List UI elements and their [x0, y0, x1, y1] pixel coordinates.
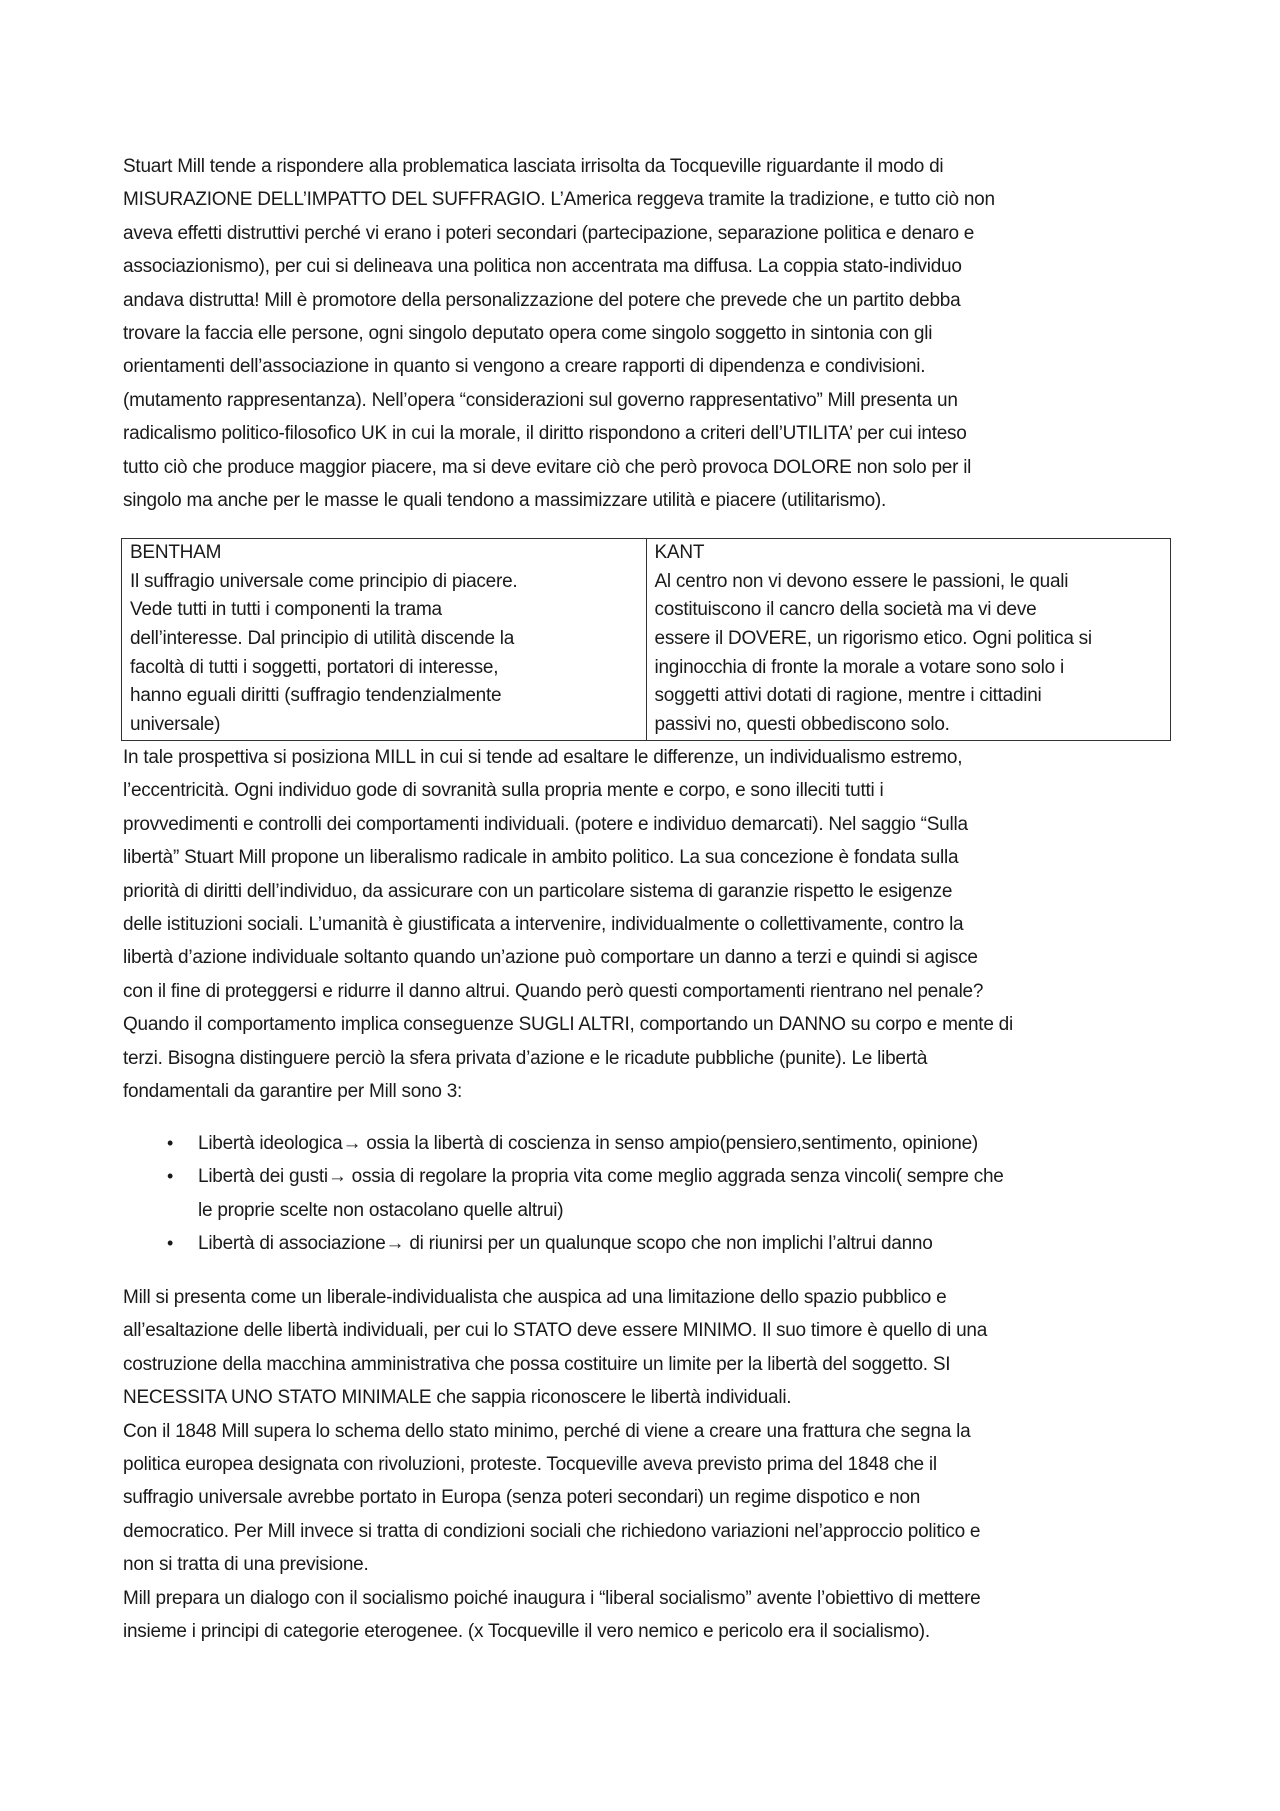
- text-line: Quando il comportamento implica conseguenze SUGLI ALTRI, comportando un DANNO su corpo e mente di: [123, 1014, 1013, 1036]
- table-text-line: facoltà di tutti i soggetti, portatori di interesse,: [130, 656, 499, 678]
- liberties-list: [123, 1127, 1183, 1261]
- text-line: associazionismo), per cui si delineava una politica non accentrata ma diffusa. La coppia stato-individuo: [123, 256, 962, 278]
- table-text-line: universale): [130, 714, 221, 736]
- text-line: andava distrutta! Mill è promotore della personalizzazione del potere che prevede che un partito debba: [123, 289, 961, 311]
- text-line: Stuart Mill tende a rispondere alla problematica lasciata irrisolta da Tocqueville riguardante il modo di: [123, 156, 944, 177]
- table-text-line: costituiscono il cancro della società ma vi deve: [654, 599, 1037, 621]
- text-line: (mutamento rappresentanza). Nell’opera “considerazioni sul governo rappresentativo” Mill presenta un: [123, 389, 958, 411]
- text-line: NECESSITA UNO STATO MINIMALE che sappia riconoscere le libertà individuali.: [123, 1387, 792, 1409]
- text-line: Mill si presenta come un liberale-individualista che auspica ad una limitazione dello spazio pubblico e: [123, 1287, 947, 1308]
- text-line: fondamentali da garantire per Mill sono 3:: [123, 1080, 463, 1102]
- text-line: Con il 1848 Mill supera lo schema dello stato minimo, perché di viene a creare una frattura che segna la: [123, 1420, 971, 1442]
- table-text-line: dell’interesse. Dal principio di utilità discende la: [130, 628, 515, 650]
- text-line: l’eccentricità. Ogni individuo gode di sovranità sulla propria mente e corpo, e sono illeciti tutti i: [123, 780, 884, 802]
- paragraph-mill-state: [123, 1281, 1183, 1648]
- text-line: singolo ma anche per le masse le quali tendono a massimizzare utilità e piacere (utilitarismo).: [123, 489, 887, 511]
- text-line: orientamenti dell’associazione in quanto si vengono a creare rapporti di dipendenza e condivisioni.: [123, 356, 926, 378]
- bullet-icon: •: [167, 1233, 174, 1254]
- text-line: aveva effetti distruttivi perché vi erano i poteri secondari (partecipazione, separazione politica e denaro e: [123, 222, 975, 244]
- text-line: tutto ciò che produce maggior piacere, ma si deve evitare ciò che però provoca DOLORE non solo per il: [123, 456, 972, 478]
- text-line: libertà d’azione individuale soltanto quando un’azione può comportare un danno a terzi e quindi si agisce: [123, 947, 978, 969]
- text-line: democratico. Per Mill invece si tratta di condizioni sociali che richiedono variazioni nel’approccio politico e: [123, 1520, 981, 1542]
- text-line: libertà” Stuart Mill propone un liberalismo radicale in ambito politico. La sua concezione è fondata sulla: [123, 847, 959, 869]
- list-item-line: le proprie scelte non ostacolano quelle altrui): [198, 1199, 564, 1221]
- text-line: radicalismo politico-filosofico UK in cui la morale, il diritto rispondono a criteri dell’UTILITA’ per cui inteso: [123, 423, 967, 445]
- list-item: [123, 1160, 1183, 1227]
- table-heading: KANT: [654, 542, 705, 563]
- bullet-icon: •: [167, 1166, 174, 1187]
- bullet-icon: •: [167, 1133, 174, 1153]
- table-text-line: soggetti attivi dotati di ragione, mentre i cittadini: [654, 685, 1042, 707]
- text-line: MISURAZIONE DELL’IMPATTO DEL SUFFRAGIO. L’America reggeva tramite la tradizione, e tutto ciò non: [123, 189, 995, 211]
- table-cell-bentham: [122, 539, 646, 740]
- list-item: [123, 1227, 1183, 1260]
- text-line: provvedimenti e controlli dei comportamenti individuali. (potere e individuo demarcati). Nel saggio “Sulla: [123, 813, 968, 835]
- text-line: con il fine di proteggersi e ridurre il danno altrui. Quando però questi comportamenti rientrano nel penale?: [123, 980, 984, 1002]
- text-line: In tale prospettiva si posiziona MILL in cui si tende ad esaltare le differenze, un individualismo estremo,: [123, 747, 963, 768]
- table-text-line: Il suffragio universale come principio di piacere.: [130, 570, 518, 592]
- text-line: delle istituzioni sociali. L’umanità è giustificata a intervenire, individualmente o collettivamente, contro la: [123, 913, 964, 935]
- table-heading: BENTHAM: [130, 542, 222, 563]
- table-text-line: Vede tutti in tutti i componenti la trama: [130, 599, 442, 621]
- table-text-line: hanno eguali diritti (suffragio tendenzialmente: [130, 685, 502, 707]
- table-cell-kant: [646, 539, 1171, 740]
- comparison-table: [121, 538, 1171, 741]
- paragraph-intro: [123, 150, 1183, 517]
- list-item-line: Libertà dei gusti→ ossia di regolare la propria vita come meglio aggrada senza vincoli( sempre che: [198, 1166, 1004, 1188]
- text-line: politica europea designata con rivoluzioni, proteste. Tocqueville aveva previsto prima del 1848 che il: [123, 1453, 937, 1475]
- list-item-line: Libertà ideologica→ ossia la libertà di coscienza in senso ampio(pensiero,sentimento, opinione): [198, 1133, 978, 1154]
- list-item: [123, 1127, 1183, 1160]
- table-text-line: essere il DOVERE, un rigorismo etico. Ogni politica si: [654, 628, 1092, 650]
- table-text-line: Al centro non vi devono essere le passioni, le quali: [654, 570, 1069, 592]
- table-text-line: inginocchia di fronte la morale a votare sono solo i: [654, 656, 1064, 678]
- text-line: Mill prepara un dialogo con il socialismo poiché inaugura i “liberal socialismo” avente l’obiettivo di mettere: [123, 1587, 981, 1609]
- text-line: insieme i principi di categorie eterogenee. (x Tocqueville il vero nemico e pericolo era il socialismo).: [123, 1620, 930, 1642]
- text-line: trovare la faccia elle persone, ogni singolo deputato opera come singolo soggetto in sintonia con gli: [123, 322, 933, 344]
- table-text-line: passivi no, questi obbediscono solo.: [654, 714, 950, 736]
- text-line: all’esaltazione delle libertà individuali, per cui lo STATO deve essere MINIMO. Il suo timore è quello di una: [123, 1320, 988, 1342]
- text-line: costruzione della macchina amministrativa che possa costituire un limite per la libertà del soggetto. SI: [123, 1353, 951, 1375]
- text-line: terzi. Bisogna distinguere perciò la sfera privata d’azione e le ricadute pubbliche (punite). Le libertà: [123, 1047, 928, 1069]
- list-item-line: Libertà di associazione→ di riunirsi per un qualunque scopo che non implichi l’altrui danno: [198, 1233, 933, 1255]
- text-line: suffragio universale avrebbe portato in Europa (senza poteri secondari) un regime dispotico e non: [123, 1487, 921, 1509]
- paragraph-mill-liberty: [123, 741, 1183, 1108]
- text-line: non si tratta di una previsione.: [123, 1554, 369, 1576]
- text-line: priorità di diritti dell’individuo, da assicurare con un particolare sistema di garanzie rispetto le esigenze: [123, 880, 953, 902]
